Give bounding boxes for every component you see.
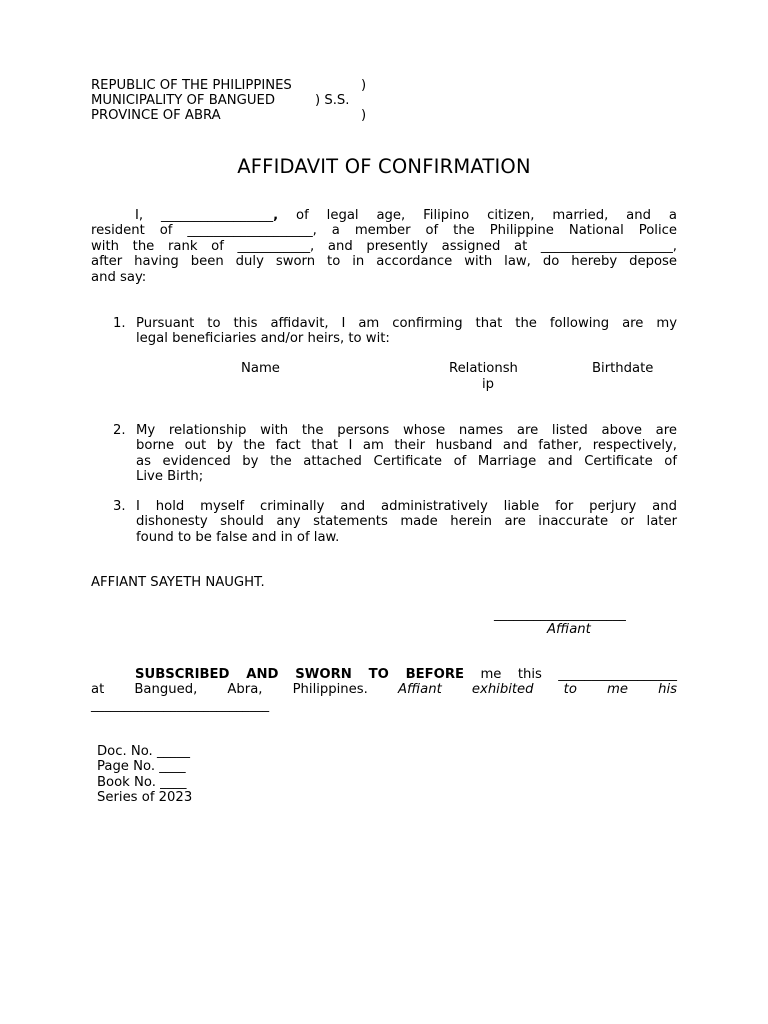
intro-line-1: I, _________________, of legal age, Filipino citizen, married, and a: [135, 208, 677, 223]
item-3-text: I hold myself criminally and administratively liable for perjury and dishonesty should any statements made herein are inaccurate or later found to be false and in of law.: [136, 499, 677, 545]
jurat-line-2: at Bangued, Abra, Philippines. Affiant exhibited to me his: [91, 682, 677, 698]
intro-line-4: after having been duly sworn to in accordance with law, do hereby depose: [91, 254, 677, 270]
table-header-relationship-wrap: ip: [482, 377, 495, 392]
caption-republic: REPUBLIC OF THE PHILIPPINES: [91, 78, 292, 93]
doc-number: Doc. No. _____: [97, 744, 190, 759]
intro-paragraph: [91, 208, 677, 285]
series-year: Series of 2023: [97, 790, 193, 805]
affiant-signature-line: ____________________: [494, 607, 626, 622]
affiant-label: Affiant: [547, 622, 591, 637]
book-number: Book No. ____: [97, 775, 187, 790]
item-1-text: Pursuant to this affidavit, I am confirming that the following are my legal beneficiaries and/or heirs, to wit:: [136, 316, 677, 347]
page-number: Page No. ____: [97, 759, 186, 774]
table-header-relationship: Relationsh: [449, 361, 518, 376]
item-1-number: 1.: [113, 316, 126, 331]
table-header-birthdate: Birthdate: [592, 361, 654, 376]
caption-municipality: MUNICIPALITY OF BANGUED: [91, 93, 275, 108]
intro-line-2: resident of ___________________, a member of the Philippine National Police: [91, 223, 677, 239]
jurat-line-3: ___________________________: [91, 697, 270, 713]
caption-paren-3: ): [361, 108, 367, 123]
affiant-sayeth-naught: AFFIANT SAYETH NAUGHT.: [91, 575, 265, 590]
intro-line-5: and say:: [91, 269, 147, 285]
item-2-number: 2.: [113, 423, 126, 438]
jurat-paragraph: [91, 667, 677, 713]
intro-line-3: with the rank of ___________, and presently assigned at ____________________,: [91, 238, 677, 254]
item-2-text: My relationship with the persons whose names are listed above are borne out by the fact that I am their husband and father, respectively, as evidenced by the attached Certificate of Marriage and Certificate of Live Birth;: [136, 423, 677, 485]
caption-ss: ) S.S.: [315, 93, 350, 108]
table-header-name: Name: [241, 361, 280, 376]
name-blank: _________________: [161, 208, 274, 223]
document-title: AFFIDAVIT OF CONFIRMATION: [237, 155, 531, 178]
caption-province: PROVINCE OF ABRA: [91, 108, 221, 123]
item-3-number: 3.: [113, 499, 126, 514]
caption-paren-1: ): [361, 78, 367, 93]
jurat-line-1: SUBSCRIBED AND SWORN TO BEFORE me this __________________: [135, 667, 677, 682]
